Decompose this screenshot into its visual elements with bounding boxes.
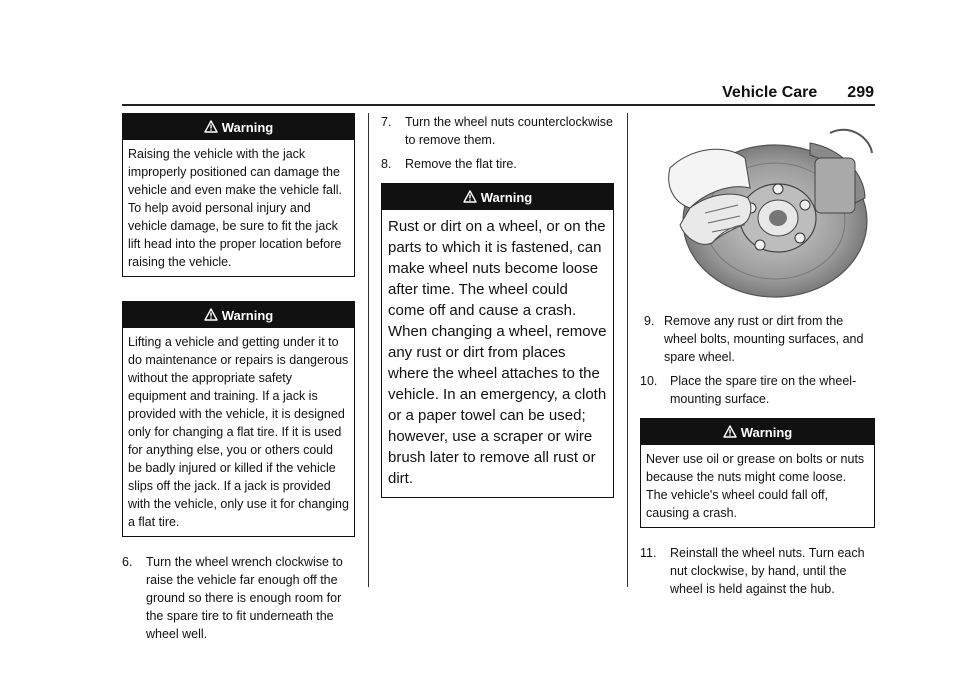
step-number: 11. (640, 546, 657, 560)
header-rule (122, 104, 875, 106)
step-text: Turn the wheel wrench clockwise to raise the vehicle far enough off the ground so there is enough room for the spare tire to fit underneath the wheel well. (146, 555, 343, 641)
warning-triangle-icon (463, 190, 477, 203)
warning-box (640, 418, 875, 528)
warning-title: Warning (221, 308, 274, 323)
warning-title: Warning (221, 120, 274, 135)
page-header (0, 83, 874, 103)
warning-text: Raising the vehicle with the jack improperly positioned can damage the vehicle and even make the vehicle fall. To help avoid personal injury and vehicle damage, be sure to fit the jack lift head into the proper location before raising the vehicle. (128, 147, 343, 269)
column-1 (122, 113, 355, 649)
step-11 (640, 544, 875, 598)
warning-header (123, 114, 354, 140)
step-number: 9. (644, 314, 655, 328)
column-divider (368, 113, 369, 587)
warning-box (122, 301, 355, 537)
warning-triangle-icon (723, 425, 737, 438)
step-number: 10. (640, 374, 658, 388)
warning-box (381, 183, 614, 498)
warning-text: Lifting a vehicle and getting under it to do maintenance or repairs is dangerous without the appropriate safety equipment and training. If a jack is provided with the vehicle, it is designed only for changing a flat tire. If it is used for anything else, you or others could be badly injured or killed if the vehicle slips off the jack. If a jack is provided with the vehicle, only use it for changing a flat tire. (128, 335, 349, 529)
hand-cleaning-wheel-hub-illustration (650, 113, 875, 299)
step-7 (381, 113, 614, 149)
step-6 (122, 553, 355, 643)
step-text: Remove the flat tire. (405, 157, 517, 171)
step-number: 6. (122, 555, 133, 569)
column-3 (640, 113, 875, 604)
warning-title: Warning (740, 425, 793, 440)
warning-box (122, 113, 355, 277)
warning-title: Warning (480, 190, 533, 205)
step-number: 7. (381, 115, 392, 129)
column-2 (381, 113, 614, 514)
page-number: 299 (847, 84, 874, 101)
step-number: 8. (381, 157, 392, 171)
section-title: Vehicle Care (722, 84, 818, 101)
warning-text: Never use oil or grease on bolts or nuts because the nuts might come loose. The vehicle's wheel could fall off, causing a crash. (646, 452, 865, 520)
step-text: Place the spare tire on the wheel-mounting surface. (670, 374, 857, 406)
step-text: Turn the wheel nuts counterclockwise to remove them. (405, 115, 613, 147)
warning-header (382, 184, 613, 210)
step-9 (640, 312, 875, 366)
step-text: Remove any rust or dirt from the wheel bolts, mounting surfaces, and spare wheel. (664, 314, 864, 364)
warning-triangle-icon (204, 308, 218, 321)
step-10 (640, 372, 875, 408)
step-text: Reinstall the wheel nuts. Turn each nut clockwise, by hand, until the wheel is held against the hub. (670, 546, 865, 596)
step-8 (381, 155, 614, 173)
warning-header (123, 302, 354, 328)
warning-text: Rust or dirt on a wheel, or on the parts to which it is fastened, can make wheel nuts become loose after time. The wheel could come off and cause a crash. When changing a wheel, remove any rust or dirt from places where the wheel attaches to the vehicle. In an emergency, a cloth or a paper towel can be used; however, use a scraper or wire brush later to remove all rust or dirt. (388, 218, 607, 487)
column-divider (627, 113, 628, 587)
warning-triangle-icon (204, 120, 218, 133)
warning-header (641, 419, 874, 445)
